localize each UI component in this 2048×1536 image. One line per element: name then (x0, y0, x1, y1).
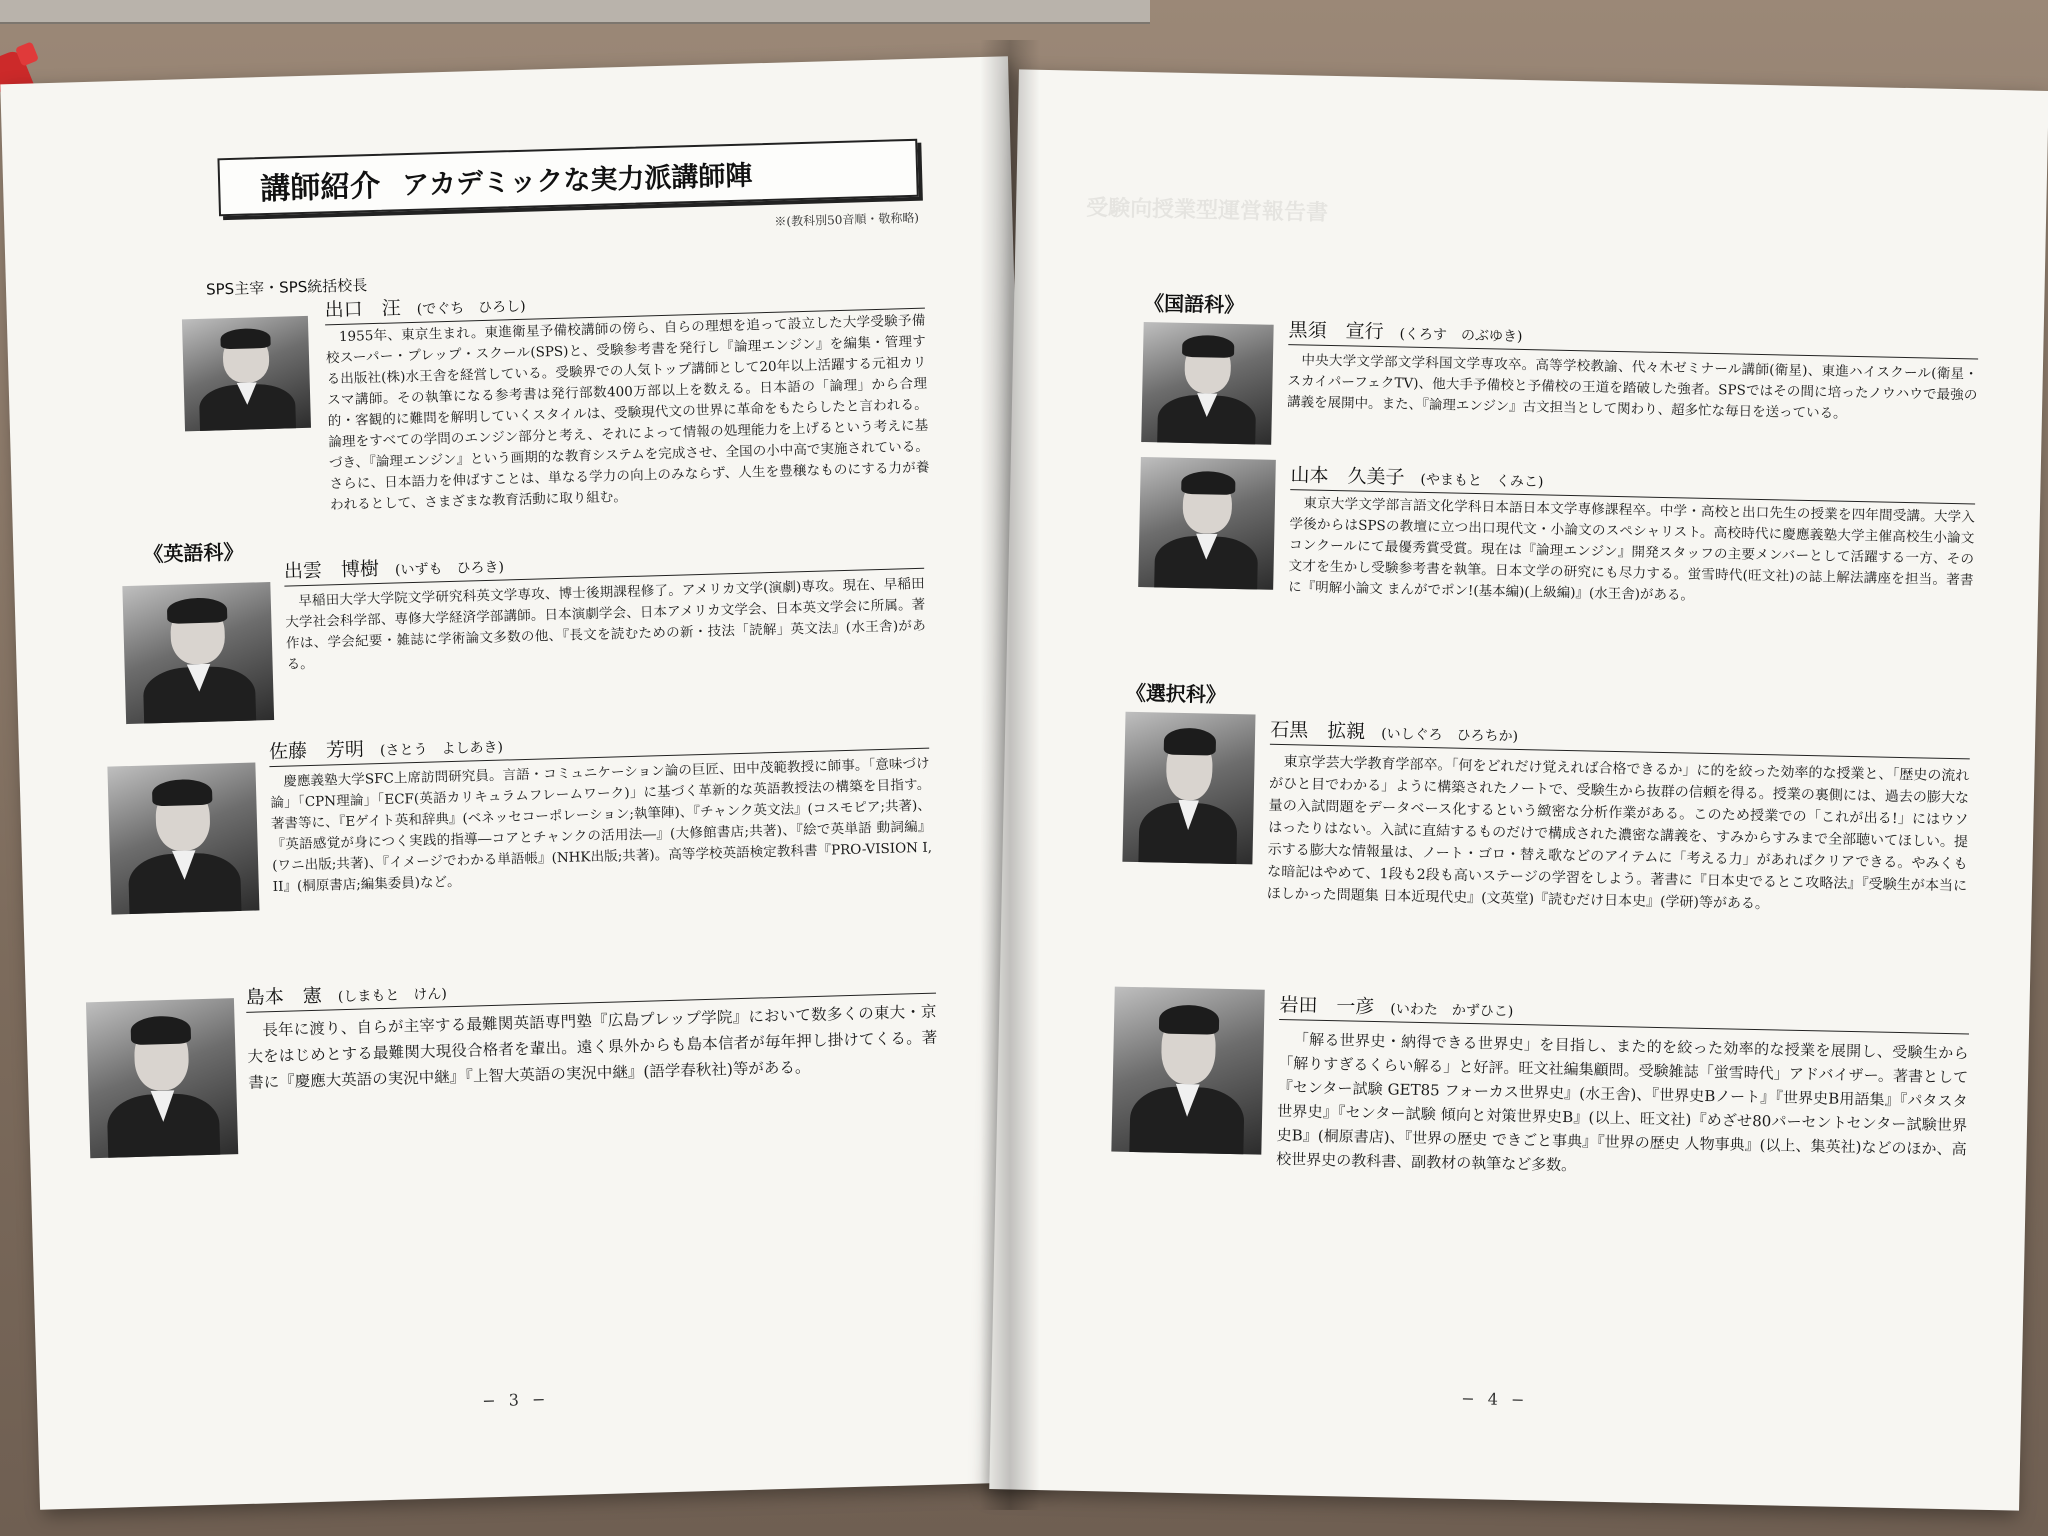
teacher-name: 岩田 一彦 (1279, 994, 1375, 1019)
teacher-bio: 早稲田大学大学院文学研究科英文学専攻、博士後期課程修了。アメリカ文学(演劇)専攻。現在、早稲田大学社会科学部、専修大学経済学部講師。日本演劇学会、日本アメリカ文学会、日本英文学会に所属。著作は、学会紀要・雑誌に学術論文多数の他、『長文を読むための新・技法「読解」英文法』(水王舎)がある。 (285, 575, 926, 673)
teacher-kana: (さとう よしあき) (379, 739, 504, 760)
principal-role: SPS主宰・SPS統括校長 (205, 276, 368, 299)
teacher-name: 石黒 拡親 (1269, 718, 1366, 743)
teacher-photo-sato (107, 762, 259, 914)
teacher-bio: 中央大学文学部文学科国文学専攻卒。高等学校教諭、代々木ゼミナール講師(衛星)、東進ハイスクール(衛星・スカイパーフェクTV)、他大手予備校と予備校の王道を踏破した強者。SPSではその間に培ったノウハウで最強の講義を展開中。また、『論理エンジン』古文担当として関わり、超多忙な毎日を送っている。 (1286, 352, 1978, 422)
teacher-kana: (いしぐろ ひろちか) (1380, 726, 1519, 745)
header-subtitle: アカデミックな実力派講師陣 (401, 159, 753, 201)
page-number: − 3 − (481, 1389, 550, 1411)
teacher-photo-iwata (1111, 987, 1264, 1155)
teacher-kana: (しまもと けん) (337, 986, 448, 1006)
teacher-name: 山本 久美子 (1290, 464, 1405, 489)
principal-kana: (でぐち ひろし) (416, 298, 526, 318)
teacher-bio: 東京学芸大学教育学部卒。「何をどれだけ覚えれば合格できるか」に的を絞った効率的な授業と、「歴史の流れがひと目でわかる」ように構築されたノートで、受験生から抜群の信頼を得る。授業の裏側には、過去の膨大な量の入試問題をデータベース化するという緻密な分析作業がある。このため授業での「これが出る!」にはウソはったりはない。入試に直結するものだけで構成された濃密な講義を、すみからすみまで全部聴いてほしい。提示する膨大な情報量は、ノート・ゴロ・替え歌などのアイテムに「考える力」があればクリアできる。やみくもな暗記はやめて、1段も2段も高いステージの学習をしよう。著書に『日本史でるとこ攻略法』『受験生が本当にほしかった問題集 日本近現代史』(文英堂)『読むだけ日本史』(学研)等がある。 (1266, 754, 1970, 913)
page-number: − 4 − (1461, 1388, 1529, 1410)
elective-section-title: 《選択科》 (1125, 680, 1227, 707)
teacher-photo-yamamoto (1138, 457, 1276, 590)
teacher-kana: (いわた かずひこ) (1390, 1001, 1514, 1020)
teacher-bio: 「解る世界史・納得できる世界史」を目指し、また的を絞った効率的な授業を展開し、受験生から「解りすぎるくらい解る」と好評。旺文社編集顧問。受験雑誌「蛍雪時代」アドバイザー。著書として『センター試験 GET85 フォーカス世界史』(水王舎)、『世界史Bノート』『世界史B用語集』『パタスタ世界史』『センター試験 傾向と対策世界史B』(以上、旺文社)『めざせ80パーセントセンター試験世界史B』(桐原書店)、『世界の歴史 できごと事典』『世界の歴史 人物事典』(以上、集英社)などのほか、高校世界史の教科書、副教材の執筆など多数。 (1276, 1030, 1969, 1175)
teacher-kana: (いずも ひろき) (394, 559, 505, 579)
principal-photo (182, 316, 311, 431)
principal-name: 出口 汪 (324, 297, 402, 322)
teacher-photo-kurosu (1141, 322, 1273, 445)
teacher-kana: (やまもと くみこ) (1420, 471, 1544, 491)
bleed-through-text: 受験向授業型運営報告書 (1085, 194, 1329, 226)
header-box (217, 139, 918, 217)
page-4 (989, 69, 2048, 1510)
teacher-name: 出雲 博樹 (283, 557, 380, 583)
teacher-photo-ishiguro (1122, 712, 1255, 865)
japanese-section-title: 《国語科》 (1143, 291, 1245, 318)
teacher-photo-izumo (122, 582, 274, 724)
teacher-bio: 東京大学文学部言語文化学科日本語日本文学専修課程卒。中学・高校と出口先生の授業を四年間受講。大学入学後からはSPSの教壇に立つ出口現代文・小論文のスペシャリスト。高校時代に慶應義塾大学主催高校生小論文コンクールにて最優秀賞受賞。現在は『論理エンジン』開発スタッフの主要メンバーとして活躍する一方、その文才を生かし受験参考書を執筆。日本文学の研究にも尽力する。蛍雪時代(旺文社)の誌上解法講座を担当。著書に『明解小論文 まんがでポン!(基本編)(上級編)』(水王舎)がある。 (1288, 495, 1975, 604)
laptop-edge (0, 0, 1150, 24)
header-note: ※(教科別50音順・敬称略) (774, 210, 920, 229)
teacher-photo-shimamoto (86, 998, 238, 1158)
principal-bio: 1955年、東京生まれ。東進衛星予備校講師の傍ら、自らの理想を追って設立した大学受験予備校スーパー・プレップ・スクール(SPS)と、受験参考書を発行し『論理エンジン』を編集・管理する出版社(株)水王舎を経営している。受験界での人気トップ講師として20年以上活躍する元祖カリスマ講師。その執筆になる参考書は発行部数400万部以上を数える。日本語の「論理」から合理的・客観的に難問を解明していくスタイルは、受験現代文の世界に革命をもたらしたと言われる。論理をすべての学問のエンジン部分と考え、それによって情報の処理能力を上げるという考えに基づき、『論理エンジン』という画期的な教育システムを完成させ、全国の小中高で実施されている。さらに、日本語力を伸ばすことは、単なる学力の向上のみならず、人生を豊穣なものにする力が養われるとして、さまざまな教育活動に取り組む。 (325, 312, 930, 514)
book-gutter (980, 40, 1040, 1510)
teacher-name-row (1279, 990, 1969, 1034)
teacher-name: 島本 憲 (245, 984, 323, 1009)
page-3 (0, 56, 1047, 1510)
teacher-bio: 慶應義塾大学SFC上席訪問研究員。言語・コミュニケーション論の巨匠、田中茂範教授に師事。「意味づけ論」「CPN理論」「ECF(英語カリキュラムフレームワーク)」に基づく革新的な英語教授法の構築を目指す。著書等に、『Eゲイト英和辞典』(ベネッセコーポレーション;執筆陣)、『チャンク英文法』(コスモピア;共著)、『英語感覚が身につく実践的指導―コアとチャンクの活用法―』(大修館書店;共著)、『絵で英単語 動詞編』(ワニ出版;共著)、『イメージでわかる単語帳』(NHK出版;共著)。高等学校英語検定教科書『PRO-VISION I, II』(桐原書店;編集委員)など。 (270, 755, 933, 896)
teacher-kana: (くろす のぶゆき) (1399, 326, 1523, 345)
teacher-name: 佐藤 芳明 (268, 738, 365, 764)
teacher-name: 黒須 宣行 (1288, 319, 1384, 344)
header-title: 講師紹介 (259, 168, 381, 208)
english-section-title: 《英語科》 (143, 539, 244, 567)
teacher-bio: 長年に渡り、自らが主宰する最難関英語専門塾『広島プレップ学院』において数多くの東大・京大をはじめとする最難関大現役合格者を輩出。遠く県外からも島本信者が毎年押し掛けてくる。著書に『慶應大英語の実況中継』『上智大英語の実況中継』(語学春秋社)等がある。 (247, 1002, 938, 1092)
